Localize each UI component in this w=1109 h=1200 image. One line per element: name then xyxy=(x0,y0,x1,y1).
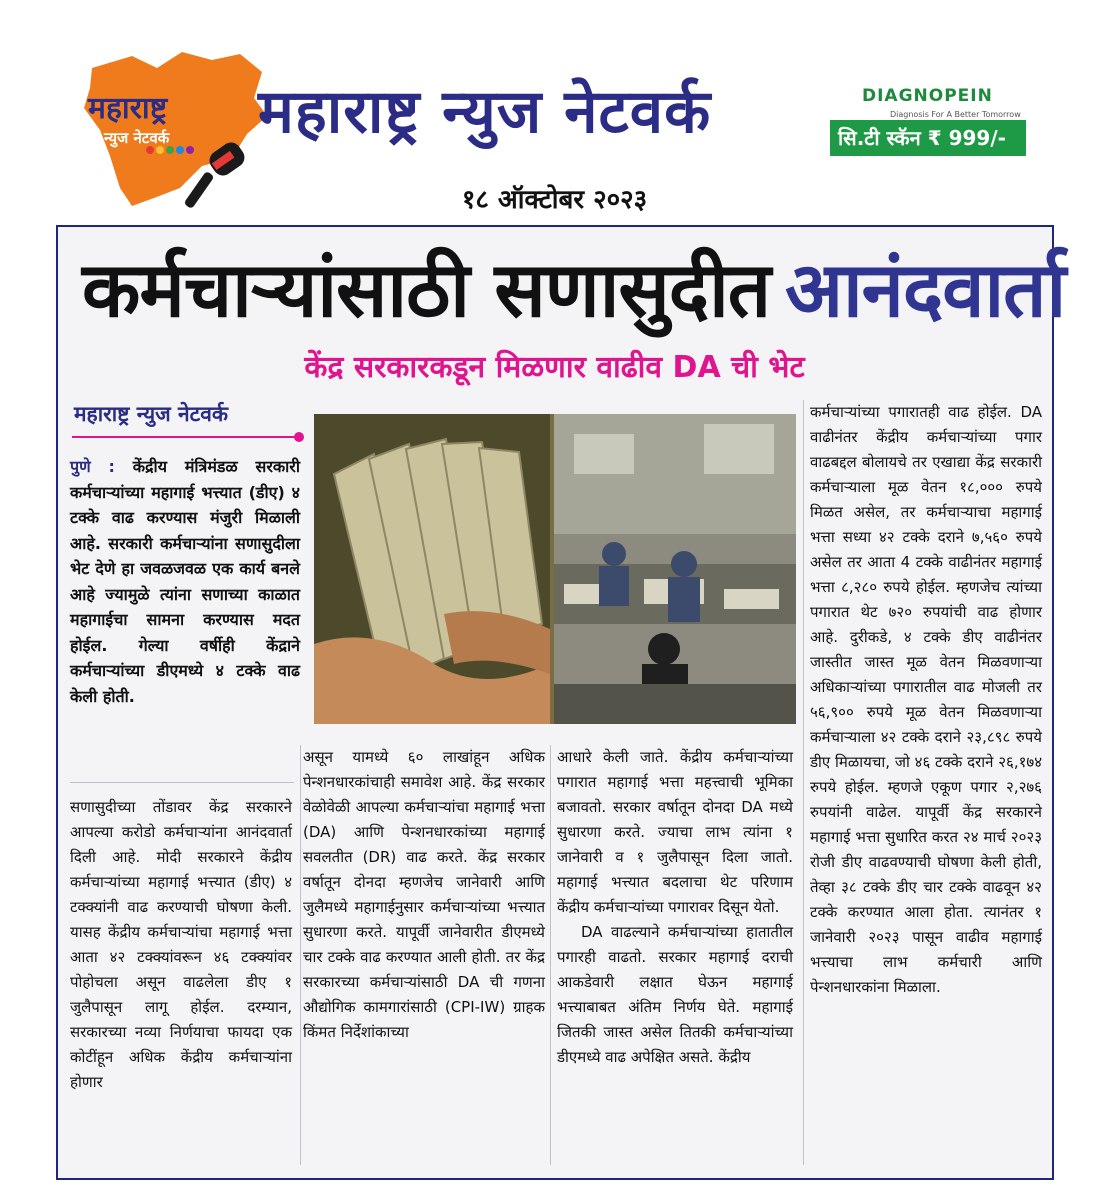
article-lead xyxy=(70,454,300,709)
column-divider-horizontal xyxy=(70,782,294,783)
article-column-1: सणासुदीच्या तोंडावर केंद्र सरकारने आपल्या करोडो कर्मचाऱ्यांना आनंदवार्ता दिली आहे. मोदी सरकारने केंद्रीय कर्मचाऱ्यांच्या महागाई भत्त्यात (डीए) ४ टक्क्यांनी वाढ करण्याची घोषणा केली. यासह केंद्रीय कर्मचाऱ्यांचा महागाई भत्ता आता ४२ टक्क्यांवरून ४६ टक्क्यांवर पोहोचला असून वाढलेला डीए १ जुलैपासून लागू होईल. दरम्यान, सरकारच्या नव्या निर्णयाचा फायदा एक कोटींहून अधिक केंद्रीय कर्मचाऱ्यांना होणार xyxy=(70,798,292,1091)
headline-accent: आनंदवार्ता xyxy=(785,245,1066,334)
photo-currency-notes xyxy=(314,414,550,724)
column-divider-1 xyxy=(300,745,301,1165)
byline: महाराष्ट्र न्युज नेटवर्क xyxy=(74,402,229,426)
logo-text-news-network: न्युज नेटवर्क xyxy=(104,129,170,147)
article-column-4: कर्मचाऱ्यांच्या पगारातही वाढ होईल. DA वाढीनंतर केंद्रीय कर्मचाऱ्यांच्या पगार वाढबद्दल बोलायचे तर एखाद्या केंद्र सरकारी कर्मचाऱ्याला मूळ वेतन १८,००० रुपये मिळत असेल, तर कर्मचाऱ्याचा महागाई भत्ता सध्या ४२ टक्के दराने ७,५६० रुपये असेल तर आता 4 टक्के वाढीनंतर महागाई भत्ता ८,२८० रुपये होईल. म्हणजेच त्यांच्या पगारात थेट ७२० रुपयांची वाढ होणार आहे. दुरीकडे, ४ टक्के डीए वाढीनंतर जास्तीत जास्त मूळ वेतन मिळवणाऱ्या अधिकाऱ्यांच्या पगारातील वाढ मोजली तर ५६,९०० रुपये मूळ वेतन मिळवणाऱ्या कर्मचाऱ्याला ४२ टक्के दराने २३,८९८ रुपये डीए मिळायचा, जो ४६ टक्के दराने २६,१७४ रुपये होईल. म्हणजे एकूण पगार २,२७६ रुपयांनी वाढेल. यापूर्वी केंद्र सरकारने महागाई भत्ता सुधारित करत २४ मार्च २०२३ रोजी डीए वाढवण्याची घोषणा केली होती, तेव्हा ३८ टक्के डीए चार टक्के वाढवून ४२ टक्के करण्यात आला होता. त्यानंतर १ जानेवारी २०२३ पासून वाढीव महागाई भत्त्याचा लाभ कर्मचारी आणि पेन्शनधारकांना मिळाला. xyxy=(810,403,1042,996)
photo-office-workers xyxy=(554,414,796,724)
byline-dot xyxy=(294,432,304,442)
article-column-2: असून यामध्ये ६० लाखांहून अधिक पेन्शनधारकांचाही समावेश आहे. केंद्र सरकार वेळोवेळी आपल्या कर्मचाऱ्यांचा महागाई भत्ता (DA) आणि पेन्शनधारकांच्या महागाई सवलतीत (DR) वाढ करते. केंद्र सरकार वर्षातून दोनदा म्हणजेच जानेवारी आणि जुलैमध्ये महागाईनुसार कर्मचाऱ्यांच्या भत्त्यात सुधारणा करते. यापूर्वी जानेवारीत डीएमध्ये चार टक्के वाढ करण्यात आली होती. तर केंद्र सरकारच्या कर्मचाऱ्यांसाठी DA ची गणना औद्योगिक कामगारांसाठी (CPI-IW) ग्राहक किंमत निर्देशांकाच्या xyxy=(303,748,545,1041)
column-divider-2 xyxy=(550,745,551,1165)
publication-date: १८ ऑक्टोबर २०२३ xyxy=(461,185,648,215)
article-column-3 xyxy=(557,745,793,1070)
byline-rule xyxy=(72,436,300,438)
headline-main: कर्मचाऱ्यांसाठी सणासुदीत xyxy=(82,245,771,334)
article-photo xyxy=(314,414,796,724)
article-column-3-para-2: DA वाढल्याने कर्मचाऱ्यांच्या हातातील पगारही वाढतो. सरकार महागाई दराची आकडेवारी लक्षात घेऊन महागाई भत्त्याबाबत अंतिम निर्णय घेते. महागाई जितकी जास्त असेल तितकी कर्मचाऱ्यांच्या डीएमध्ये वाढ अपेक्षित असते. केंद्रीय xyxy=(557,923,793,1066)
ad-tagline: Diagnosis For A Better Tomorrow xyxy=(890,110,1021,119)
subheadline: केंद्र सरकारकडून मिळणार वाढीव DA ची भेट xyxy=(304,350,805,385)
ad-brand: DIAGNOPEIN xyxy=(862,86,993,106)
ad-offer-text: सि.टी स्कॅन ₹ 999/- xyxy=(838,126,1006,150)
article-lead-text: केंद्रीय मंत्रिमंडळ सरकारी कर्मचाऱ्यांच्या महागाई भत्त्यात (डीए) ४ टक्के वाढ करण्यास मंजुरी मिळाली आहे. सरकारी कर्मचाऱ्यांना सणासुदीला भेट देणे हा जवळजवळ एक कार्य बनले आहे ज्यामुळे त्यांना सणाच्या काळात महागाईचा सामना करण्यास मदत होईल. गेल्या वर्षीही केंद्राने कर्मचाऱ्यांच्या डीएमध्ये ४ टक्के वाढ केली होती. xyxy=(70,457,300,706)
masthead-title: महाराष्ट्र न्युज नेटवर्क xyxy=(258,77,712,147)
column-divider-3 xyxy=(803,400,804,1165)
article-column-3-para-1: आधारे केली जाते. केंद्रीय कर्मचाऱ्यांच्या पगारात महागाई भत्ता महत्त्वाची भूमिका बजावतो. सरकार वर्षातून दोनदा DA मध्ये सुधारणा करते. ज्याचा लाभ त्यांना १ जानेवारी व १ जुलैपासून दिला जातो. महागाई भत्त्यात बदलाचा थेट परिणाम केंद्रीय कर्मचाऱ्यांच्या पगारावर दिसून येतो. xyxy=(557,748,793,916)
dateline: पुणे : xyxy=(70,457,115,476)
logo-text-maharashtra: महाराष्ट्र xyxy=(88,91,168,126)
